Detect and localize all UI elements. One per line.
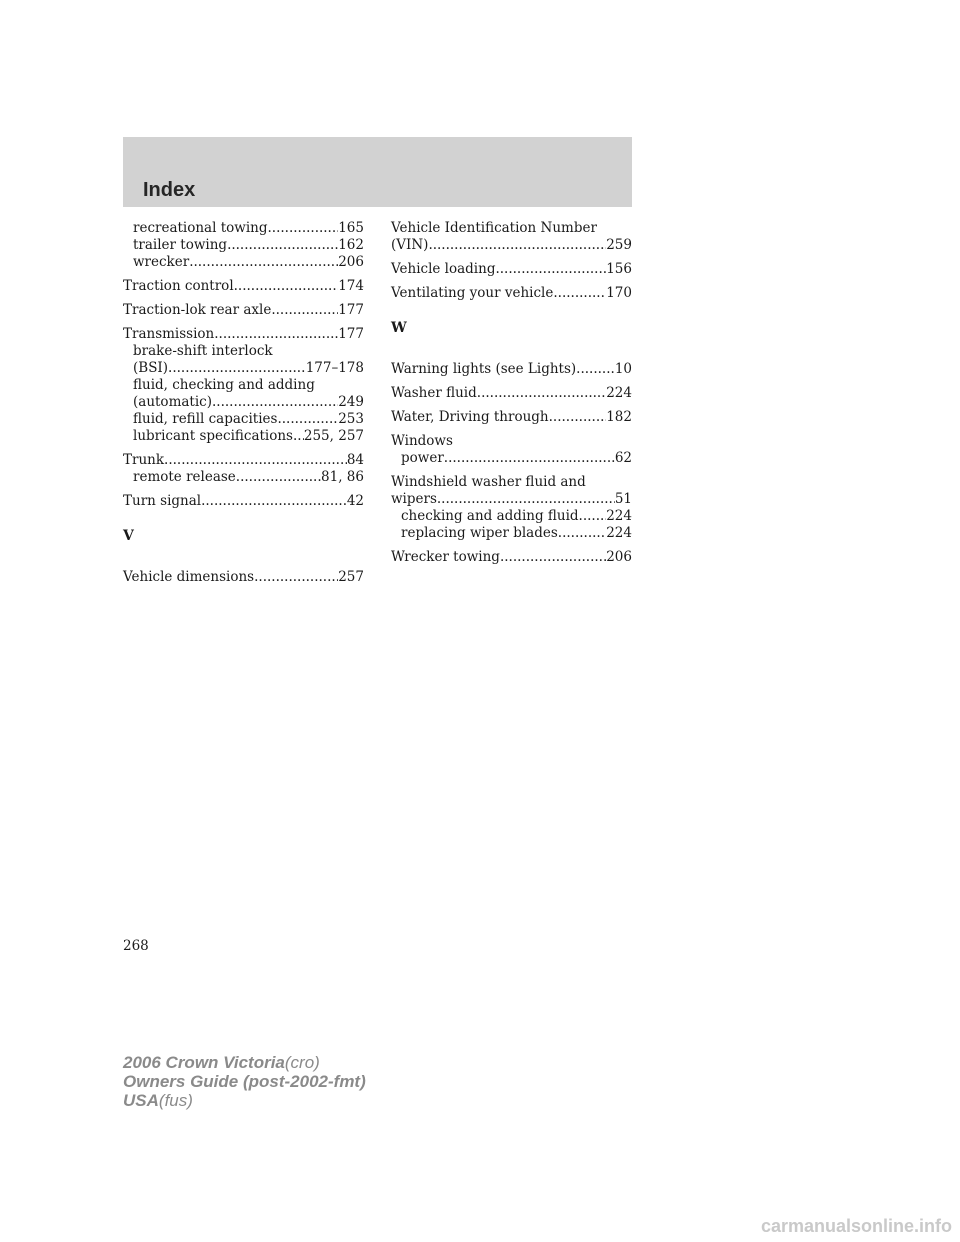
index-section-letter: W — [391, 320, 407, 336]
index-entry — [123, 302, 364, 319]
index-entry — [123, 220, 364, 271]
dot-leader — [437, 491, 615, 508]
index-entry — [123, 452, 364, 486]
index-entry-line — [391, 237, 632, 254]
index-term: Transmission — [123, 326, 215, 342]
index-entry-line — [123, 326, 364, 343]
index-entry-line — [123, 452, 364, 469]
index-entry — [391, 285, 632, 302]
index-page-ref: 165 — [338, 220, 364, 236]
footer-market-code: (fus) — [158, 1091, 193, 1110]
index-page-ref: 224 — [606, 508, 632, 524]
index-page-ref: 206 — [606, 549, 632, 565]
index-term: power — [401, 450, 444, 466]
dot-leader — [576, 361, 615, 378]
index-term: (VIN) — [391, 237, 429, 253]
index-page-ref: 177–178 — [305, 360, 364, 376]
index-entry — [123, 326, 364, 445]
index-page-ref: 42 — [346, 493, 364, 509]
index-subentry-line — [123, 237, 364, 254]
index-term: checking and adding fluid — [401, 508, 579, 524]
dot-leader — [293, 428, 304, 445]
index-subentry-line — [123, 343, 364, 360]
footer-guide: Owners Guide (post-2002-fmt) — [123, 1072, 366, 1091]
index-subentry-line — [391, 525, 632, 542]
dot-leader — [553, 285, 606, 302]
page-number: 268 — [123, 938, 149, 954]
dot-leader — [212, 394, 338, 411]
index-term: Turn signal — [123, 493, 202, 509]
index-column-left — [123, 220, 364, 593]
dot-leader — [254, 569, 338, 586]
index-entry — [391, 361, 632, 378]
dot-leader — [234, 278, 339, 295]
index-entry-line — [391, 285, 632, 302]
index-entry-line — [123, 302, 364, 319]
index-term: remote release — [133, 469, 236, 485]
dot-leader — [277, 411, 338, 428]
index-term: Traction-lok rear axle — [123, 302, 272, 318]
index-entry — [123, 569, 364, 586]
index-term: Warning lights (see Lights) — [391, 361, 577, 377]
index-term: fluid, refill capacities — [133, 411, 278, 427]
dot-leader — [201, 493, 347, 510]
index-entry-line — [391, 261, 632, 278]
index-term: Trunk — [123, 452, 165, 468]
index-entry-line — [391, 361, 632, 378]
index-term: Vehicle dimensions — [123, 569, 255, 585]
dot-leader — [271, 302, 338, 319]
index-entry-line — [391, 385, 632, 402]
index-subentry-line — [391, 508, 632, 525]
index-subentry-line — [123, 411, 364, 428]
index-term: Ventilating your vehicle — [391, 285, 554, 301]
index-term: Windows — [391, 433, 453, 449]
dot-leader — [189, 254, 338, 271]
document-footer — [123, 1053, 366, 1110]
index-term: Vehicle Identification Number — [391, 220, 597, 236]
index-entry — [123, 493, 364, 510]
index-term: brake-shift interlock — [133, 343, 273, 359]
index-entry-line — [391, 433, 632, 450]
index-entry — [391, 261, 632, 278]
index-subentry-line — [123, 394, 364, 411]
dot-leader — [428, 237, 606, 254]
index-subentry-line — [123, 428, 364, 445]
index-entry-line — [391, 220, 632, 237]
index-term: trailer towing — [133, 237, 228, 253]
dot-leader — [267, 220, 338, 237]
index-term: Traction control — [123, 278, 234, 294]
index-subentry-line — [123, 360, 364, 377]
dot-leader — [164, 452, 347, 469]
index-term: (BSI) — [133, 360, 169, 376]
index-term: (automatic) — [133, 394, 212, 410]
index-page-ref: 84 — [346, 452, 364, 468]
index-term: fluid, checking and adding — [133, 377, 315, 393]
index-entry — [123, 278, 364, 295]
index-subentry-line — [391, 450, 632, 467]
index-section-letter: V — [123, 528, 134, 544]
dot-leader — [168, 360, 306, 377]
index-entry-line — [123, 569, 364, 586]
watermark: carmanualsonline.info — [760, 1216, 952, 1236]
index-entry — [391, 409, 632, 426]
index-entry-line — [391, 474, 632, 491]
index-page-ref: 177 — [338, 302, 364, 318]
footer-model: 2006 Crown Victoria — [123, 1053, 285, 1072]
index-page-ref: 174 — [338, 278, 364, 294]
index-entry-line — [123, 493, 364, 510]
dot-leader — [477, 385, 606, 402]
dot-leader — [236, 469, 321, 486]
section-title: Index — [143, 179, 196, 201]
index-column-right — [391, 220, 632, 573]
index-page-ref: 224 — [606, 385, 632, 401]
dot-leader — [500, 549, 606, 566]
index-page-ref: 10 — [614, 361, 632, 377]
section-header — [123, 137, 632, 207]
index-subentry-line — [123, 220, 364, 237]
index-entry-line — [391, 409, 632, 426]
index-subentry-line — [123, 254, 364, 271]
index-page-ref: 255, 257 — [303, 428, 364, 444]
index-term: wipers — [391, 491, 437, 507]
index-term: Water, Driving through — [391, 409, 549, 425]
dot-leader — [549, 409, 607, 426]
dot-leader — [579, 508, 607, 525]
index-entry — [391, 474, 632, 542]
index-term: Windshield washer fluid and — [391, 474, 586, 490]
index-term: Vehicle loading — [391, 261, 496, 277]
index-term: replacing wiper blades — [401, 525, 558, 541]
index-page-ref: 224 — [606, 525, 632, 541]
index-page-ref: 62 — [614, 450, 632, 466]
index-page-ref: 206 — [338, 254, 364, 270]
index-term: Wrecker towing — [391, 549, 500, 565]
index-page-ref: 81, 86 — [321, 469, 364, 485]
index-page-ref: 182 — [606, 409, 632, 425]
index-entry-line — [123, 278, 364, 295]
index-entry — [391, 220, 632, 254]
dot-leader — [495, 261, 606, 278]
index-page-ref: 156 — [606, 261, 632, 277]
index-term: lubricant specifications — [133, 428, 293, 444]
index-page-ref: 259 — [606, 237, 632, 253]
index-term: wrecker — [133, 254, 190, 270]
index-page-ref: 257 — [338, 569, 364, 585]
index-entry-line — [391, 491, 632, 508]
dot-leader — [558, 525, 606, 542]
index-page-ref: 162 — [338, 237, 364, 253]
footer-model-code: (cro) — [284, 1053, 320, 1072]
index-subentry-line — [123, 469, 364, 486]
index-term: recreational towing — [133, 220, 268, 236]
index-page-ref: 177 — [338, 326, 364, 342]
index-entry — [391, 433, 632, 467]
index-subentry-line — [123, 377, 364, 394]
index-page-ref: 51 — [614, 491, 632, 507]
footer-market: USA — [123, 1091, 159, 1110]
dot-leader — [444, 450, 615, 467]
index-entry — [391, 385, 632, 402]
dot-leader — [214, 326, 338, 343]
index-entry-line — [391, 549, 632, 566]
index-page-ref: 170 — [606, 285, 632, 301]
index-term: Washer fluid — [391, 385, 477, 401]
dot-leader — [227, 237, 338, 254]
index-page-ref: 253 — [338, 411, 364, 427]
index-page-ref: 249 — [338, 394, 364, 410]
index-entry — [391, 549, 632, 566]
